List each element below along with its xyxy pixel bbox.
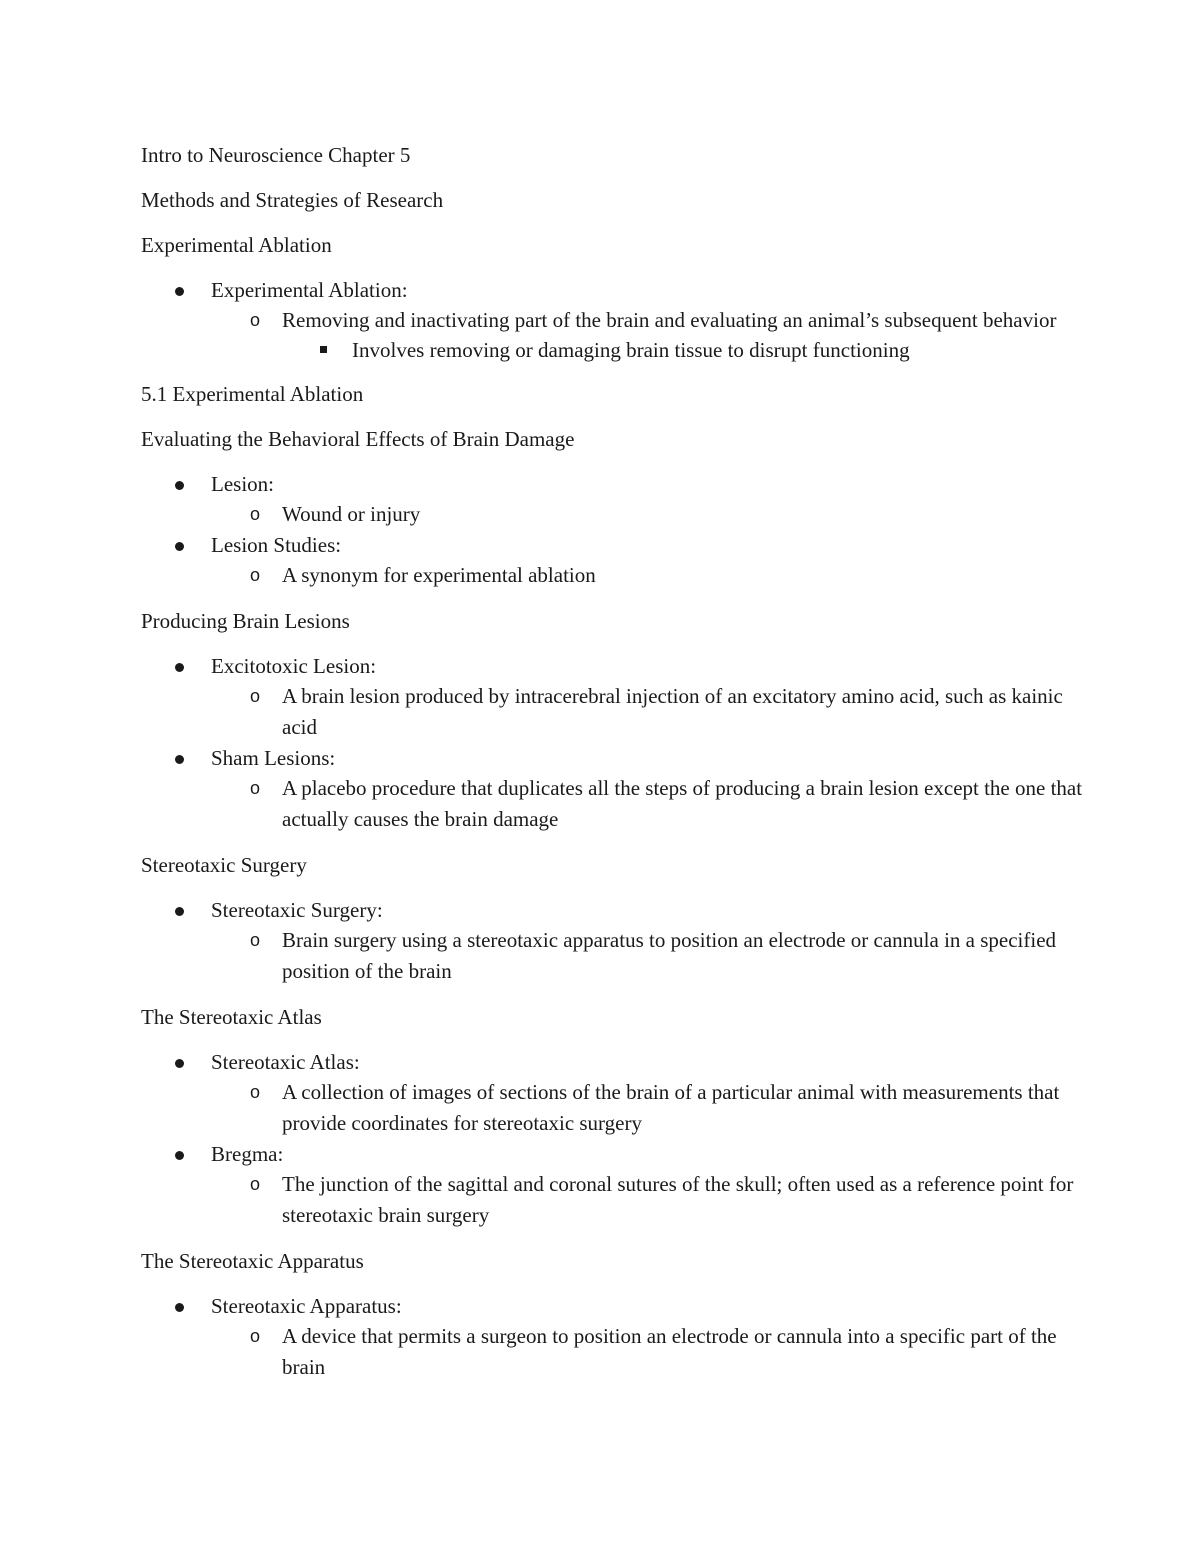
term-label: Stereotaxic Apparatus: xyxy=(211,1294,402,1318)
term-label: Lesion: xyxy=(211,472,274,496)
definition-item xyxy=(211,681,1100,743)
definition-list xyxy=(211,499,1100,530)
circle-bullet-icon: o xyxy=(250,310,261,330)
definition-text: A brain lesion produced by intracerebral injection of an excitatory amino acid, such as kainic acid xyxy=(282,684,1063,739)
bullet-icon xyxy=(175,1151,184,1160)
definition-list xyxy=(211,681,1100,743)
circle-bullet-icon: o xyxy=(250,778,261,798)
section-heading: The Stereotaxic Atlas xyxy=(141,1005,322,1029)
circle-bullet-icon: o xyxy=(250,1326,261,1346)
definition-item xyxy=(211,925,1100,987)
definition-list xyxy=(211,305,1100,364)
definition-item xyxy=(211,1169,1100,1231)
term-label: Stereotaxic Surgery: xyxy=(211,898,383,922)
definition-item xyxy=(211,1321,1100,1383)
term-label: Experimental Ablation: xyxy=(211,278,408,302)
term-list xyxy=(141,651,1100,835)
circle-bullet-icon: o xyxy=(250,1082,261,1102)
section-heading: Evaluating the Behavioral Effects of Brain Damage xyxy=(141,427,575,451)
term-label: Stereotaxic Atlas: xyxy=(211,1050,360,1074)
term-item xyxy=(141,1047,1100,1139)
term-item xyxy=(141,1139,1100,1231)
bullet-icon xyxy=(175,755,184,764)
definition-list xyxy=(211,1169,1100,1231)
definition-text: The junction of the sagittal and coronal sutures of the skull; often used as a reference point for stereotaxic brain surgery xyxy=(282,1172,1074,1227)
bullet-icon xyxy=(175,1303,184,1312)
document-body xyxy=(141,230,1100,1383)
term-item xyxy=(141,1291,1100,1383)
section-heading: Stereotaxic Surgery xyxy=(141,853,307,877)
section-heading: The Stereotaxic Apparatus xyxy=(141,1249,364,1273)
definition-item xyxy=(211,499,1100,530)
term-item xyxy=(141,530,1100,591)
definition-text: A synonym for experimental ablation xyxy=(282,563,596,587)
term-item xyxy=(141,651,1100,743)
term-list xyxy=(141,469,1100,591)
term-list xyxy=(141,1291,1100,1383)
section-heading: Experimental Ablation xyxy=(141,233,332,257)
definition-item xyxy=(211,560,1100,591)
bullet-icon xyxy=(175,542,184,551)
term-item xyxy=(141,743,1100,835)
circle-bullet-icon: o xyxy=(250,686,261,706)
term-label: Lesion Studies: xyxy=(211,533,342,557)
bullet-icon xyxy=(175,287,184,296)
definition-text: A placebo procedure that duplicates all the steps of producing a brain lesion except the one that actually causes the brain damage xyxy=(282,776,1083,831)
circle-bullet-icon: o xyxy=(250,1174,261,1194)
bullet-icon xyxy=(175,663,184,672)
bullet-icon xyxy=(175,907,184,916)
definition-list xyxy=(211,1321,1100,1383)
square-bullet-icon xyxy=(320,346,327,353)
detail-list xyxy=(282,336,1100,364)
circle-bullet-icon: o xyxy=(250,504,261,524)
bullet-icon xyxy=(175,1059,184,1068)
definition-item xyxy=(211,305,1100,364)
section-heading: 5.1 Experimental Ablation xyxy=(141,382,364,406)
detail-text: Involves removing or damaging brain tissue to disrupt functioning xyxy=(352,338,910,362)
term-label: Bregma: xyxy=(211,1142,284,1166)
definition-list xyxy=(211,1077,1100,1139)
document-title: Intro to Neuroscience Chapter 5 xyxy=(141,143,411,167)
term-list xyxy=(141,895,1100,987)
detail-item xyxy=(282,336,1100,364)
definition-text: Brain surgery using a stereotaxic apparatus to position an electrode or cannula in a specified position of the brain xyxy=(282,928,1057,983)
term-item xyxy=(141,469,1100,530)
definition-text: Wound or injury xyxy=(282,502,421,526)
definition-list xyxy=(211,560,1100,591)
term-label: Sham Lesions: xyxy=(211,746,336,770)
term-list xyxy=(141,1047,1100,1231)
circle-bullet-icon: o xyxy=(250,930,261,950)
term-item xyxy=(141,275,1100,364)
definition-list xyxy=(211,925,1100,987)
term-list xyxy=(141,275,1100,364)
definition-text: A device that permits a surgeon to position an electrode or cannula into a specific part of the brain xyxy=(282,1324,1057,1379)
definition-text: Removing and inactivating part of the brain and evaluating an animal’s subsequent behavior xyxy=(282,308,1057,332)
definition-list xyxy=(211,773,1100,835)
term-item xyxy=(141,895,1100,987)
definition-item xyxy=(211,773,1100,835)
circle-bullet-icon: o xyxy=(250,565,261,585)
section-heading: Producing Brain Lesions xyxy=(141,609,350,633)
bullet-icon xyxy=(175,481,184,490)
definition-item xyxy=(211,1077,1100,1139)
term-label: Excitotoxic Lesion: xyxy=(211,654,377,678)
document-subtitle: Methods and Strategies of Research xyxy=(141,188,444,212)
definition-text: A collection of images of sections of the brain of a particular animal with measurements that provide coordinates for stereotaxic surgery xyxy=(282,1080,1060,1135)
